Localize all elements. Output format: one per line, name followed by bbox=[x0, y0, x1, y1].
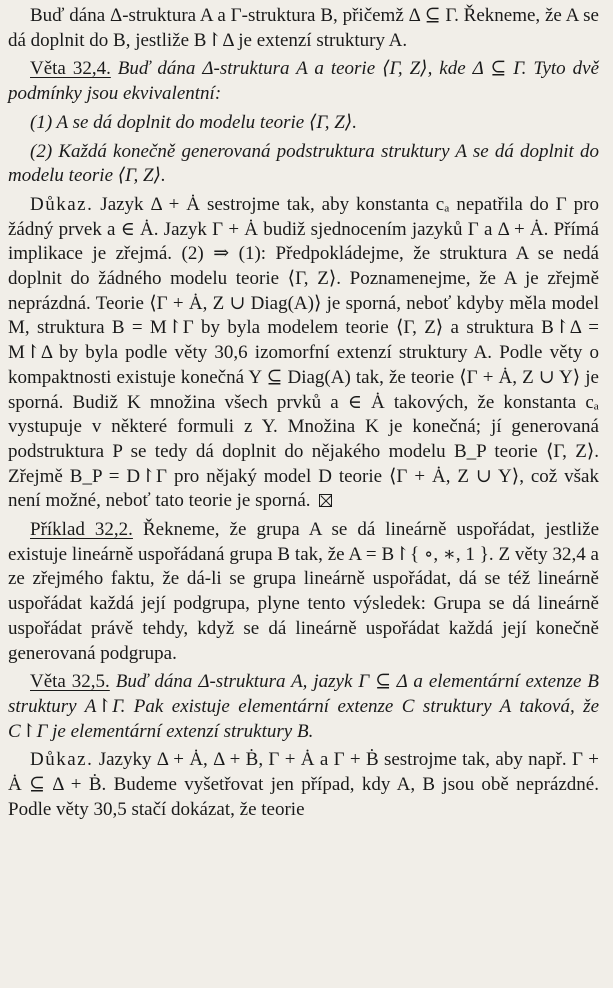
theorem-32-5-body: Buď dána Δ-struktura A, jazyk Γ ⊆ Δ a elementární extenze B struktury A↾Γ. Pak existuje elementární extenze C struktury A taková, že C↾Γ je elementární extenzí struktury B. bbox=[8, 671, 599, 742]
condition-2 bbox=[8, 140, 599, 189]
theorem-32-4-body: Buď dána Δ-struktura A a teorie ⟨Γ, Z⟩, kde Δ ⊆ Γ. Tyto dvě podmínky jsou ekvivalentní: bbox=[8, 58, 600, 105]
condition-1 bbox=[8, 111, 599, 136]
paragraph-definition bbox=[8, 4, 599, 53]
theorem-32-4-heading: Věta 32,4. bbox=[30, 58, 111, 80]
proof-32-5-body: Jazyky Δ + Ȧ, Δ + Ḃ, Γ + Ȧ a Γ + Ḃ sestrojme tak, aby např. Γ + Ȧ ⊆ Δ + Ḃ. Budeme vyšetřovat jen případ, kdy A, B jsou obě neprázdné. Podle věty 30,5 stačí dokázat, že teorie bbox=[8, 749, 600, 820]
theorem-32-5-heading: Věta 32,5. bbox=[30, 671, 110, 693]
theorem-32-5 bbox=[8, 670, 599, 744]
qed-box-icon bbox=[319, 494, 332, 507]
example-32-2-heading: Příklad 32,2. bbox=[30, 519, 133, 541]
proof-32-5 bbox=[8, 748, 599, 822]
condition-2-text: (2) Každá konečně generovaná podstruktura struktury A se dá doplnit do modelu teorie ⟨Γ, Z⟩. bbox=[8, 140, 599, 187]
theorem-32-4 bbox=[8, 57, 599, 106]
example-32-2 bbox=[8, 518, 599, 666]
proof-32-4-body: Jazyk Δ + Ȧ sestrojme tak, aby konstanta cₐ nepatřila do Γ pro žádný prvek a ∈ Ȧ. Jazyk Γ + Ȧ budiž sjednocením jazyků Γ a Δ + Ȧ. Přímá implikace je zřejmá. (2) ⇒ (1): Předpokládejme, že struktura A se nedá doplnit do žádného modelu teorie ⟨Γ, Z⟩. Poznamenejme, že A je zřejmě neprázdná. Teorie ⟨Γ + Ȧ, Z ∪ Diag(A)⟩ je sporná, neboť kdyby měla model M, struktura B = M↾Γ by byla modelem teorie ⟨Γ, Z⟩ a struktura B↾Δ = M↾Δ by byla podle věty 30,6 izomorfní extenzí struktury A. Podle věty o kompaktnosti existuje konečná Y ⊆ Diag(A) tak, že teorie ⟨Γ + Ȧ, Z ∪ Y⟩ je sporná. Budiž K množina všech prvků a ∈ Ȧ takových, že konstanta cₐ vystupuje v některé formuli z Y. Množina K je konečná; jí generovaná podstruktura P se tedy dá doplnit do nějakého modelu B_P teorie ⟨Γ, Z⟩. Zřejmě B_P = D↾Γ pro nějaký model D teorie ⟨Γ + Ȧ, Z ∪ Y⟩, což však není možné, neboť tato teorie je sporná. bbox=[8, 193, 599, 512]
proof-32-5-label: Důkaz. bbox=[30, 749, 94, 771]
example-32-2-body: Řekneme, že grupa A se dá lineárně uspořádat, jestliže existuje lineárně uspořádaná grupa B tak, že A = B↾{ ∘, ∗, 1 }. Z věty 32,4 a ze zřejmého faktu, že dá-li se grupa lineárně uspořádat, dá se též lineárně uspořádat každá její podgrupa, plyne tento výsledek: Grupa se dá lineárně uspořádat právě tehdy, když se dá lineárně uspořádat každá její konečně generovaná podgrupa. bbox=[8, 519, 600, 664]
condition-1-text: (1) A se dá doplnit do modelu teorie ⟨Γ, Z⟩. bbox=[30, 111, 358, 133]
proof-32-4 bbox=[8, 193, 599, 514]
proof-32-4-label: Důkaz. bbox=[30, 193, 94, 215]
text-p1: Buď dána Δ-struktura A a Γ-struktura B, přičemž Δ ⊆ Γ. Řekneme, že A se dá doplnit do B, jestliže B↾Δ je extenzí struktury A. bbox=[8, 5, 599, 51]
